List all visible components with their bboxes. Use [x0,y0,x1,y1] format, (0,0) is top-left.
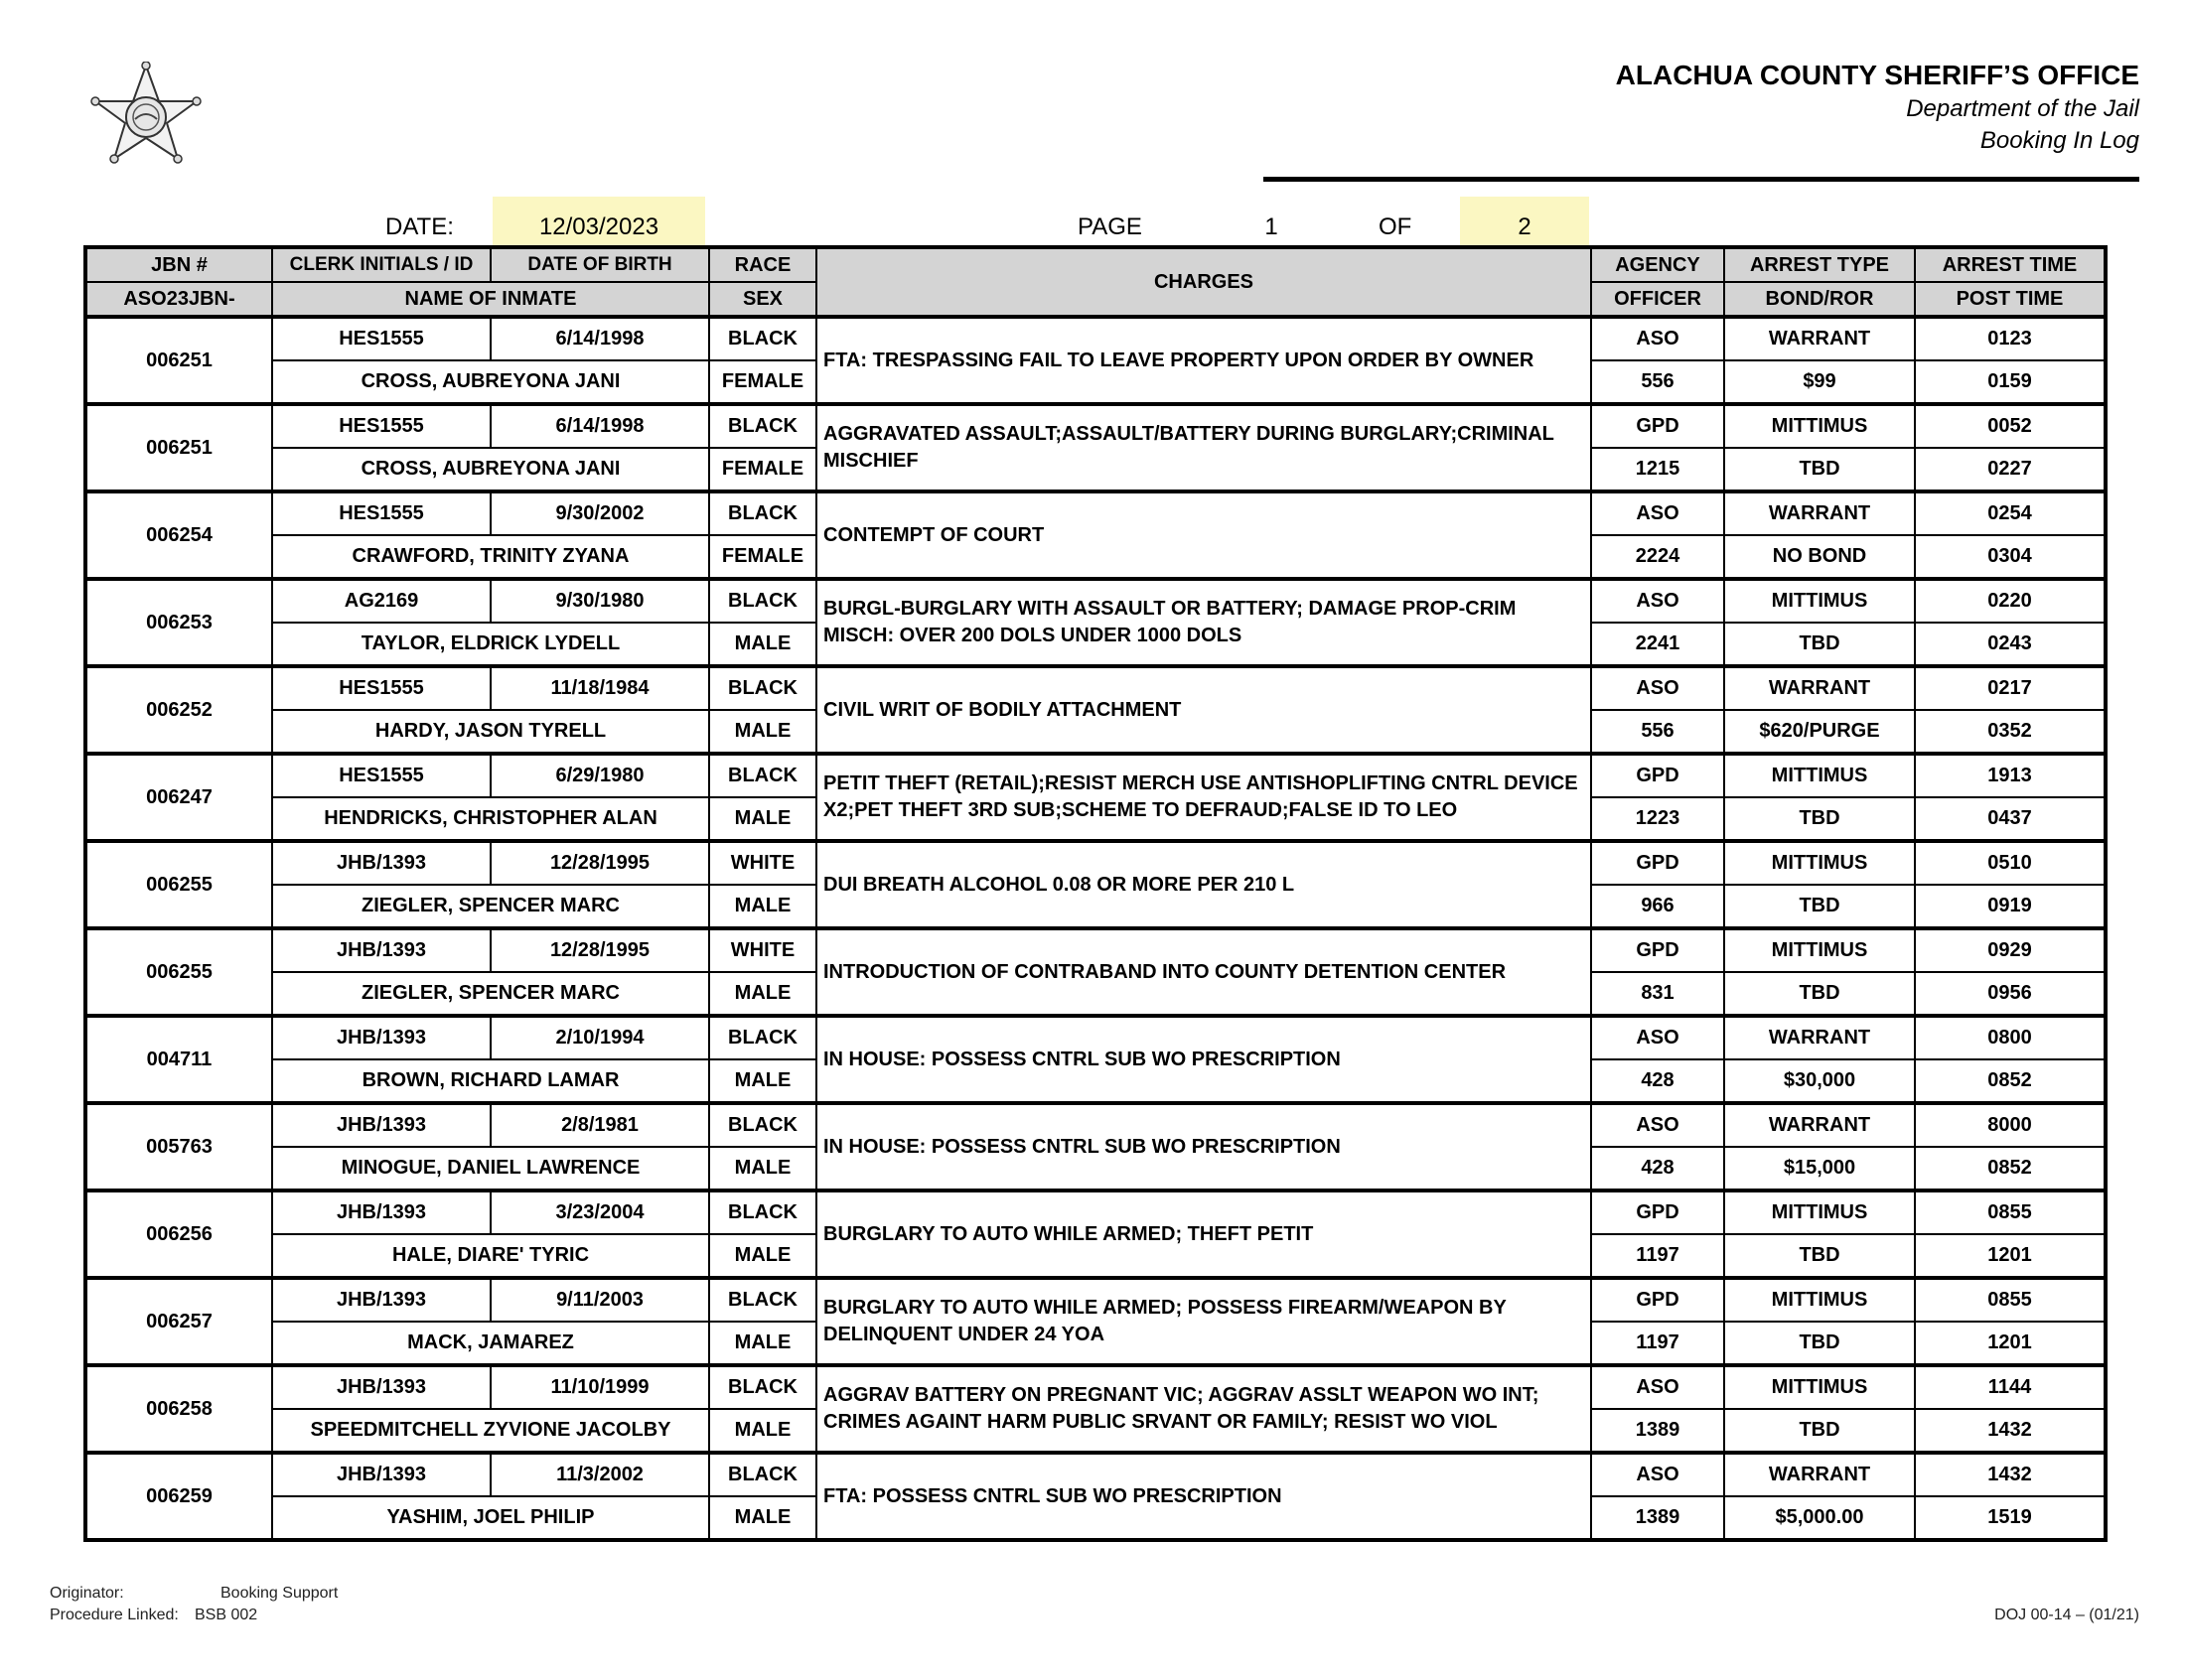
table-row [85,841,2106,885]
date-of-birth: 2/8/1981 [491,1103,709,1147]
arrest-type: MITTIMUS [1724,579,1915,623]
table-row [85,754,2106,797]
arrest-type: WARRANT [1724,666,1915,710]
jbn-number: 006252 [85,666,272,754]
race: BLACK [709,666,816,710]
inmate-name: HALE, DIARE' TYRIC [272,1234,709,1278]
clerk-id: JHB/1393 [272,1103,491,1147]
charges: IN HOUSE: POSSESS CNTRL SUB WO PRESCRIPTION [816,1103,1591,1190]
agency: GPD [1591,841,1724,885]
officer: 1389 [1591,1496,1724,1540]
table-row [85,1103,2106,1147]
arrest-time: 1913 [1915,754,2106,797]
sex: MALE [709,1409,816,1453]
charges: CIVIL WRIT OF BODILY ATTACHMENT [816,666,1591,754]
agency: ASO [1591,317,1724,360]
officer: 1215 [1591,448,1724,491]
jbn-number: 006256 [85,1190,272,1278]
race: BLACK [709,1365,816,1409]
officer: 428 [1591,1147,1724,1190]
col-arrest-type: ARREST TYPE [1724,247,1915,282]
col-clerk: CLERK INITIALS / ID [272,247,491,282]
inmate-name: HARDY, JASON TYRELL [272,710,709,754]
inmate-name: BROWN, RICHARD LAMAR [272,1059,709,1103]
agency: ASO [1591,666,1724,710]
table-row [85,666,2106,710]
sheriff-star-badge-icon [72,62,220,181]
date-of-birth: 6/14/1998 [491,404,709,448]
arrest-type: MITTIMUS [1724,754,1915,797]
jbn-number: 006251 [85,317,272,404]
race: BLACK [709,754,816,797]
date-of-birth: 9/30/1980 [491,579,709,623]
jbn-number: 006255 [85,928,272,1016]
charges: CONTEMPT OF COURT [816,491,1591,579]
clerk-id: JHB/1393 [272,1365,491,1409]
post-time: 1201 [1915,1322,2106,1365]
jbn-number: 006258 [85,1365,272,1453]
arrest-time: 0855 [1915,1278,2106,1322]
charges: AGGRAV BATTERY ON PREGNANT VIC; AGGRAV ASSLT WEAPON WO INT; CRIMES AGAINT HARM PUBLIC SRVANT OR FAMILY; RESIST WO VIOL [816,1365,1591,1453]
arrest-type: WARRANT [1724,1103,1915,1147]
bond: NO BOND [1724,535,1915,579]
arrest-time: 0123 [1915,317,2106,360]
date-value: 12/03/2023 [493,197,705,246]
originator-value: Booking Support [220,1585,339,1602]
sex: MALE [709,885,816,928]
inmate-name: MACK, JAMAREZ [272,1322,709,1365]
post-time: 0919 [1915,885,2106,928]
post-time: 0852 [1915,1147,2106,1190]
bond: TBD [1724,448,1915,491]
race: BLACK [709,1278,816,1322]
post-time: 0304 [1915,535,2106,579]
of-label: OF [1379,213,1412,240]
sex: FEMALE [709,360,816,404]
bond: TBD [1724,797,1915,841]
table-row [85,1016,2106,1059]
arrest-time: 0800 [1915,1016,2106,1059]
agency: ASO [1591,579,1724,623]
inmate-name: SPEEDMITCHELL ZYVIONE JACOLBY [272,1409,709,1453]
date-of-birth: 12/28/1995 [491,928,709,972]
table-row [85,404,2106,448]
post-time: 0352 [1915,710,2106,754]
charges: FTA: TRESPASSING FAIL TO LEAVE PROPERTY UPON ORDER BY OWNER [816,317,1591,404]
race: BLACK [709,579,816,623]
col-charges: CHARGES [816,247,1591,317]
arrest-time: 0929 [1915,928,2106,972]
arrest-time: 8000 [1915,1103,2106,1147]
table-row [85,1453,2106,1496]
arrest-type: MITTIMUS [1724,1365,1915,1409]
date-of-birth: 3/23/2004 [491,1190,709,1234]
bond: $5,000.00 [1724,1496,1915,1540]
officer: 1389 [1591,1409,1724,1453]
date-of-birth: 11/10/1999 [491,1365,709,1409]
arrest-type: MITTIMUS [1724,928,1915,972]
table-row [85,928,2106,972]
agency: GPD [1591,928,1724,972]
post-time: 0852 [1915,1059,2106,1103]
bond: TBD [1724,1409,1915,1453]
race: WHITE [709,928,816,972]
jbn-number: 006251 [85,404,272,491]
table-row [85,579,2106,623]
charges: BURGLARY TO AUTO WHILE ARMED; POSSESS FIREARM/WEAPON BY DELINQUENT UNDER 24 YOA [816,1278,1591,1365]
bond: TBD [1724,885,1915,928]
clerk-id: HES1555 [272,317,491,360]
sex: MALE [709,623,816,666]
bond: TBD [1724,1322,1915,1365]
col-jbn: JBN # [85,247,272,282]
agency: ASO [1591,1453,1724,1496]
arrest-type: WARRANT [1724,317,1915,360]
clerk-id: HES1555 [272,491,491,535]
col-agency: AGENCY [1591,247,1724,282]
sex: MALE [709,710,816,754]
post-time: 0227 [1915,448,2106,491]
bond: $620/PURGE [1724,710,1915,754]
clerk-id: JHB/1393 [272,1278,491,1322]
officer: 1223 [1591,797,1724,841]
arrest-time: 0217 [1915,666,2106,710]
jbn-number: 005763 [85,1103,272,1190]
date-of-birth: 9/30/2002 [491,491,709,535]
officer: 556 [1591,360,1724,404]
race: BLACK [709,491,816,535]
jbn-number: 006255 [85,841,272,928]
inmate-name: ZIEGLER, SPENCER MARC [272,972,709,1016]
arrest-type: MITTIMUS [1724,1278,1915,1322]
arrest-type: MITTIMUS [1724,1190,1915,1234]
jbn-number: 006253 [85,579,272,666]
officer: 1197 [1591,1322,1724,1365]
clerk-id: AG2169 [272,579,491,623]
sex: MALE [709,1234,816,1278]
post-time: 0159 [1915,360,2106,404]
bond: TBD [1724,1234,1915,1278]
sex: FEMALE [709,535,816,579]
officer: 2241 [1591,623,1724,666]
post-time: 1432 [1915,1409,2106,1453]
booking-rows [85,317,2106,1540]
officer: 1197 [1591,1234,1724,1278]
clerk-id: JHB/1393 [272,841,491,885]
post-time: 0956 [1915,972,2106,1016]
office-title: ALACHUA COUNTY SHERIFF’S OFFICE [1615,60,2139,90]
col-bond: BOND/ROR [1724,282,1915,317]
inmate-name: HENDRICKS, CHRISTOPHER ALAN [272,797,709,841]
bond: TBD [1724,623,1915,666]
inmate-name: ZIEGLER, SPENCER MARC [272,885,709,928]
arrest-type: MITTIMUS [1724,841,1915,885]
arrest-type: MITTIMUS [1724,404,1915,448]
officer: 2224 [1591,535,1724,579]
agency: ASO [1591,1103,1724,1147]
sex: MALE [709,1059,816,1103]
post-time: 0243 [1915,623,2106,666]
charges: FTA: POSSESS CNTRL SUB WO PRESCRIPTION [816,1453,1591,1540]
jbn-number: 004711 [85,1016,272,1103]
charges: BURGLARY TO AUTO WHILE ARMED; THEFT PETIT [816,1190,1591,1278]
arrest-time: 1432 [1915,1453,2106,1496]
officer: 966 [1591,885,1724,928]
office-header [1616,58,2139,157]
arrest-type: WARRANT [1724,1016,1915,1059]
officer: 831 [1591,972,1724,1016]
col-post-time: POST TIME [1915,282,2106,317]
arrest-time: 0510 [1915,841,2106,885]
arrest-time: 0254 [1915,491,2106,535]
clerk-id: JHB/1393 [272,1453,491,1496]
date-of-birth: 12/28/1995 [491,841,709,885]
header-rule [1263,177,2139,182]
jbn-number: 006254 [85,491,272,579]
col-arrest-time: ARREST TIME [1915,247,2106,282]
officer: 556 [1591,710,1724,754]
page-label: PAGE [1078,213,1142,240]
inmate-name: CROSS, AUBREYONA JANI [272,448,709,491]
arrest-type: WARRANT [1724,1453,1915,1496]
arrest-time: 1144 [1915,1365,2106,1409]
jbn-number: 006257 [85,1278,272,1365]
arrest-time: 0220 [1915,579,2106,623]
col-race: RACE [709,247,816,282]
race: BLACK [709,1453,816,1496]
race: BLACK [709,1016,816,1059]
race: BLACK [709,317,816,360]
bond: $15,000 [1724,1147,1915,1190]
agency: GPD [1591,1190,1724,1234]
bond: $99 [1724,360,1915,404]
charges: PETIT THEFT (RETAIL);RESIST MERCH USE ANTISHOPLIFTING CNTRL DEVICE X2;PET THEFT 3RD SUB;SCHEME TO DEFRAUD;FALSE ID TO LEO [816,754,1591,841]
form-id: DOJ 00-14 – (01/21) [1994,1607,2139,1623]
sex: MALE [709,1322,816,1365]
post-time: 1519 [1915,1496,2106,1540]
sex: FEMALE [709,448,816,491]
agency: ASO [1591,1365,1724,1409]
agency: GPD [1591,1278,1724,1322]
bond: $30,000 [1724,1059,1915,1103]
date-label: DATE: [385,213,454,240]
date-of-birth: 9/11/2003 [491,1278,709,1322]
booking-log-table [83,245,2108,1542]
race: BLACK [709,1190,816,1234]
sex: MALE [709,1147,816,1190]
race: BLACK [709,404,816,448]
arrest-time: 0052 [1915,404,2106,448]
procedure-label: Procedure Linked: [50,1607,179,1623]
sex: MALE [709,797,816,841]
inmate-name: CROSS, AUBREYONA JANI [272,360,709,404]
date-of-birth: 2/10/1994 [491,1016,709,1059]
total-pages: 2 [1460,197,1589,246]
sex: MALE [709,972,816,1016]
jbn-number: 006259 [85,1453,272,1540]
col-jbn-prefix: ASO23JBN- [85,282,272,317]
bond: TBD [1724,972,1915,1016]
inmate-name: MINOGUE, DANIEL LAWRENCE [272,1147,709,1190]
clerk-id: HES1555 [272,754,491,797]
charges: DUI BREATH ALCOHOL 0.08 OR MORE PER 210 L [816,841,1591,928]
table-row [85,317,2106,360]
department-name: Department of the Jail [1906,95,2139,122]
table-row [85,1278,2106,1322]
post-time: 1201 [1915,1234,2106,1278]
agency: GPD [1591,754,1724,797]
table-row [85,1365,2106,1409]
agency: ASO [1591,1016,1724,1059]
clerk-id: HES1555 [272,666,491,710]
charges: IN HOUSE: POSSESS CNTRL SUB WO PRESCRIPTION [816,1016,1591,1103]
date-of-birth: 6/14/1998 [491,317,709,360]
clerk-id: HES1555 [272,404,491,448]
col-sex: SEX [709,282,816,317]
col-dob: DATE OF BIRTH [491,247,709,282]
race: BLACK [709,1103,816,1147]
procedure-value: BSB 002 [195,1607,258,1623]
arrest-time: 0855 [1915,1190,2106,1234]
agency: GPD [1591,404,1724,448]
clerk-id: JHB/1393 [272,928,491,972]
sex: MALE [709,1496,816,1540]
originator-label: Originator: [50,1585,124,1602]
clerk-id: JHB/1393 [272,1190,491,1234]
charges: INTRODUCTION OF CONTRABAND INTO COUNTY DETENTION CENTER [816,928,1591,1016]
inmate-name: TAYLOR, ELDRICK LYDELL [272,623,709,666]
header-row-1 [85,247,2106,282]
log-name: Booking In Log [1979,127,2139,154]
clerk-id: JHB/1393 [272,1016,491,1059]
charges: AGGRAVATED ASSAULT;ASSAULT/BATTERY DURING BURGLARY;CRIMINAL MISCHIEF [816,404,1591,491]
officer: 428 [1591,1059,1724,1103]
race: WHITE [709,841,816,885]
col-officer: OFFICER [1591,282,1724,317]
inmate-name: YASHIM, JOEL PHILIP [272,1496,709,1540]
table-row [85,491,2106,535]
page-number: 1 [1264,213,1278,240]
jbn-number: 006247 [85,754,272,841]
agency: ASO [1591,491,1724,535]
table-row [85,1190,2106,1234]
date-of-birth: 11/3/2002 [491,1453,709,1496]
date-of-birth: 11/18/1984 [491,666,709,710]
charges: BURGL-BURGLARY WITH ASSAULT OR BATTERY; DAMAGE PROP-CRIM MISCH: OVER 200 DOLS UNDER 1000 DOLS [816,579,1591,666]
arrest-type: WARRANT [1724,491,1915,535]
col-name: NAME OF INMATE [272,282,709,317]
post-time: 0437 [1915,797,2106,841]
inmate-name: CRAWFORD, TRINITY ZYANA [272,535,709,579]
date-of-birth: 6/29/1980 [491,754,709,797]
